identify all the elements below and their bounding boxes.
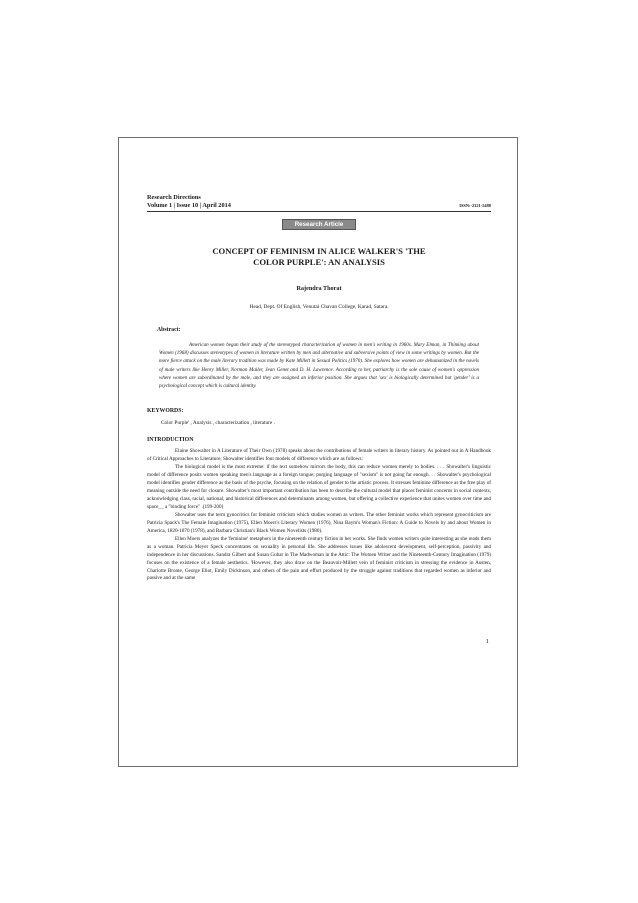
- journal-issn: ISSN:-2321-5488: [459, 203, 491, 208]
- keywords-heading: KEYWORDS:: [147, 408, 184, 415]
- page-number: 1: [485, 638, 489, 645]
- author-affiliation: Head, Dept. Of English, Venutai Chavan College, Karad, Satara.: [249, 304, 389, 310]
- intro-paragraph-4: Ellen Moers analyzes the 'feminine' metaphors in the nineteenth century fiction in her works. She finds women writers quite interesting as she reads them as a woman. Patricia Meyer Speck concentrates on sexuality in personal life. She addresses issues like adolescent development, self-perception, passivity and independence in her discussions. Sandra Gilbert and Susan Gubar in The Madwoman in the Attic: The Women Writer and the Nineteenth-Century Imagination (1979) focuses on the existence of a female aesthetics. 'However, they also draw on the Beauvoir-Millett vein of feminist criticism in stressing the evidence in Austen, Charlotte Bronte, George Eliot, Emily Dickinson, and others of the pain and effort produced by the struggle against traditions that regarded women as inferior and passive and at the same: [147, 535, 491, 582]
- journal-volume-row: [147, 202, 491, 212]
- keywords-text: Color Purple' , Analysis , characterization , literature .: [161, 420, 275, 427]
- intro-paragraph-1: Elaine Showalter in A Literature of Their Own (1978) speaks about the contributions of female writers in literary history. As pointed out in A Handbook of Critical Approaches to Literature, Showalter identifies four models of difference which are as follows:: [147, 448, 491, 463]
- abstract-heading: Abstract:: [157, 327, 181, 333]
- page-content: [147, 194, 491, 583]
- research-article-badge: Research Article: [282, 219, 357, 230]
- title-line-2: COLOR PURPLE': AN ANALYSIS: [253, 257, 385, 267]
- intro-paragraph-2: The biological model is the most extreme: if the text somehow mirrors the body, this can reduce women merely to bodies. . . . Showalter's linguistic model of difference posits women speaking men's language as a foreign tongue; purging language of "sexism" is not going far enough. . . Showalter's psychological model identifies gender difference as the basis of the psyche, focusing on the relation of gender to the artistic process. It stresses feminine difference as the free play of meaning outside the need for closure. Showalter's most important contribution has been to describe the cultural model that places feminist concerns in social contexts, acknowledging class, racial, national, and historical differences and determinants among women, but offering a collective experience that unites women over time and space__ a "binding force" .(199-200): [147, 464, 491, 510]
- journal-volume: Volume 1 | Issue 10 | April 2014: [147, 202, 231, 209]
- page-frame: [118, 137, 518, 767]
- introduction-body: [147, 448, 491, 583]
- badge-wrap: [147, 213, 491, 231]
- paper-title: [147, 246, 491, 268]
- journal-name: Research Directions: [147, 194, 201, 201]
- journal-header: [147, 194, 491, 212]
- author-name: Rajendra Thorat: [296, 285, 342, 292]
- abstract-text: American women began their study of the stereotyped characterization of women in men's writing in 1960s. Mary Elman, in Thinking about Women (1968) discusses stereotypes of women in literature written by men and alternative and subversive points of view in some writings by women. But the more fierce attack on the male literary tradition was made by Kate Millett in Sexual Politics (1970). She explores how women are dehumanized in the novels of male writers like Henry Miller, Norman Mailer, Jean Genet and D. H. Lawrence. According to her, patriarchy is the sole cause of women's oppression where women are subordinated by the male, and they are assigned an inferior position. She argues that 'sex' is biologically determined but 'gender' is a psychological concept which is cultural identity.: [159, 342, 479, 390]
- intro-paragraph-3: Showalter uses the term gynocritics for feminist criticism which studies women as writers. The other feminist works which represent gynocriticism are Patricia Spack's The Female Imagination (1975), Ellen Moers's Literary Women (1976), Nina Baym's Woman's Fiction: A Guide to Novels by and about Women in America, 1820-1870 (1978), and Barbara Christian's Black Women Novelists (1980).: [147, 511, 491, 534]
- introduction-heading: INTRODUCTION: [147, 437, 194, 444]
- title-line-1: CONCEPT OF FEMINISM IN ALICE WALKER'S 'THE: [212, 246, 426, 256]
